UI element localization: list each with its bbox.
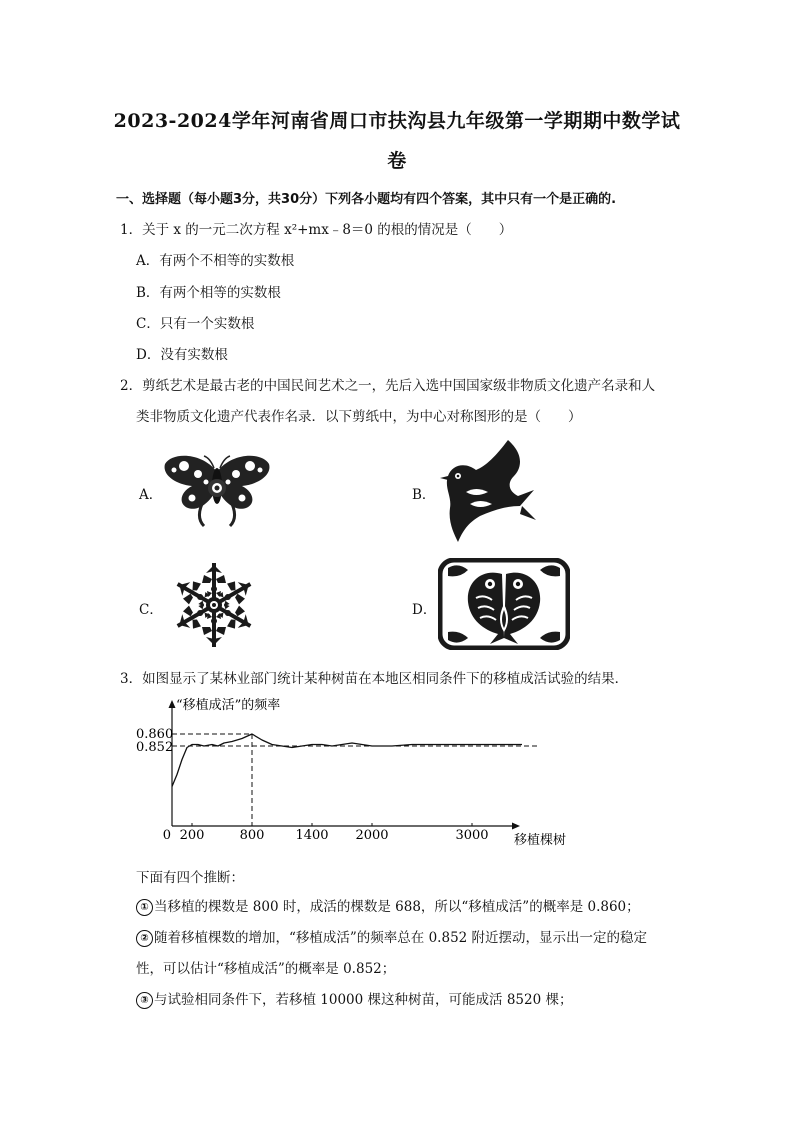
q1-option-b: B．有两个相等的实数根 — [136, 285, 281, 301]
q3-statement-2-continued: 性，可以估计“移植成活”的概率是 0.852； — [136, 961, 396, 977]
q2-option-a-label: A． — [139, 487, 163, 503]
fish-papercut-icon — [438, 558, 570, 654]
q1-option-d: D．没有实数根 — [136, 347, 228, 363]
q2-option-c-label: C． — [139, 602, 163, 618]
q1-option-a: A．有两个不相等的实数根 — [136, 253, 295, 269]
frequency-chart — [130, 692, 590, 856]
question-stem-line1: 剪纸艺术是最古老的中国民间艺术之一，先后入选中国国家级非物质文化遗产名录和人 — [142, 378, 656, 394]
question-3 — [120, 667, 628, 687]
q3-intro: 下面有四个推断： — [136, 870, 244, 886]
y-axis-arrow — [169, 700, 176, 708]
x-tick-label: 2000 — [355, 828, 389, 843]
q2-option-d-label: D． — [412, 602, 437, 618]
statement-text: 当移植的棵数是 800 时，成活的棵数是 688，所以“移植成活”的概率是 0.860； — [154, 899, 640, 915]
q3-statement-3 — [136, 988, 572, 1009]
butterfly-papercut-icon — [162, 452, 272, 534]
page-title: 2023-2024学年河南省周口市扶沟县九年级第一学期期中数学试 — [113, 110, 681, 132]
question-2 — [120, 374, 655, 394]
question-number: 1． — [120, 222, 143, 238]
q3-statement-1 — [136, 895, 640, 916]
question-stem: 如图显示了某林业部门统计某种树苗在本地区相同条件下的移植成活试验的结果． — [142, 671, 629, 687]
x-tick-label: 0 — [162, 828, 171, 843]
x-tick-label: 200 — [179, 828, 205, 843]
statement-text: 随着移植棵数的增加，“移植成活”的频率总在 0.852 附近摆动，显示出一定的稳定 — [154, 930, 648, 946]
statement-text: 与试验相同条件下，若移植 10000 棵这种树苗，可能成活 8520 棵； — [154, 992, 573, 1008]
x-tick-label: 3000 — [455, 828, 489, 843]
y-tick-label: 0.860 — [136, 727, 174, 742]
x-axis-label: 移植棵树 — [514, 833, 567, 848]
q1-option-c: C．只有一个实数根 — [136, 316, 255, 332]
snowflake-papercut-icon — [164, 560, 264, 654]
question-number: 3． — [120, 671, 143, 687]
section-heading: 一、选择题（每小题3分，共30分）下列各小题均有四个答案，其中只有一个是正确的. — [116, 192, 617, 207]
question-number: 2． — [120, 378, 143, 394]
y-tick-label: 0.852 — [136, 740, 174, 755]
q2-option-b-label: B． — [412, 487, 436, 503]
question-2-stem-line2: 类非物质文化遗产代表作名录．以下剪纸中，为中心对称图形的是（ ） — [136, 409, 582, 425]
statement-marker: ② — [136, 930, 153, 947]
x-tick-label: 1400 — [295, 828, 329, 843]
statement-marker: ① — [136, 899, 153, 916]
swallow-papercut-icon — [436, 436, 536, 548]
question-1 — [120, 218, 512, 238]
frequency-series-line — [172, 734, 522, 787]
page-title-continued: 卷 — [387, 150, 407, 172]
x-axis-arrow — [512, 823, 520, 830]
statement-marker: ③ — [136, 992, 153, 1009]
question-stem: 关于 x 的一元二次方程 x²+mx﹣8＝0 的根的情况是（ ） — [142, 222, 513, 238]
x-tick-label: 800 — [239, 828, 265, 843]
q3-statement-2 — [136, 926, 647, 947]
y-axis-label: “移植成活”的频率 — [176, 698, 281, 713]
